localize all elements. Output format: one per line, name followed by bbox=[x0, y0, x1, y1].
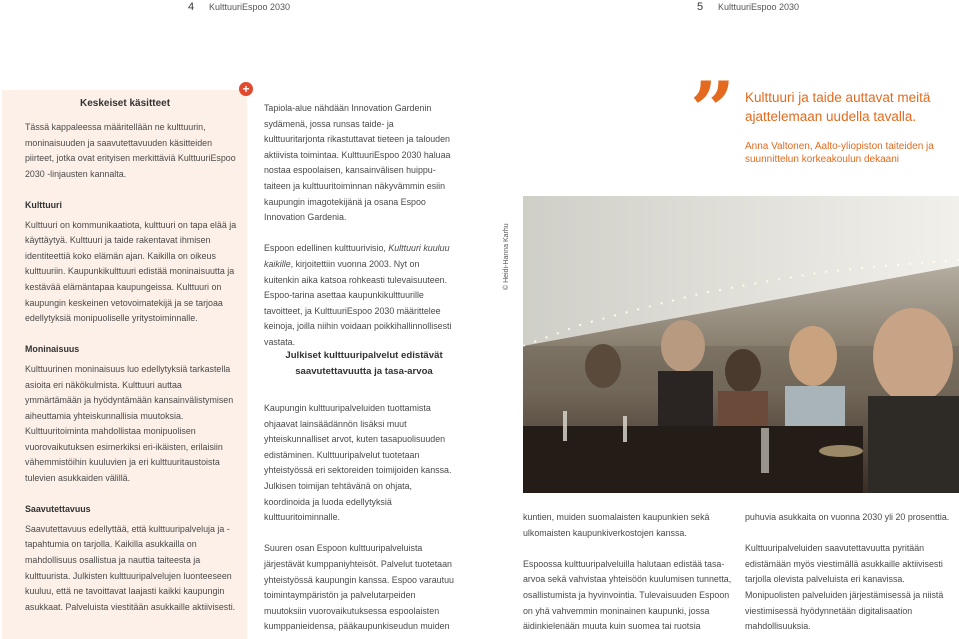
event-photo bbox=[523, 196, 959, 493]
middle-column-bottom bbox=[264, 401, 454, 635]
section-text-kulttuuri: Kulttuuri on kommunikaatiota, kulttuuri on tapa elää ja käyttäytyä. Kulttuuri ja taide rakentavat ihmisen identiteettiä koko elämän ajan. Kaikilla on oikeus kulttuuriin. Kaupunkikulttuuri edistää moninaisuutta ja kestävää elämäntapaa kaupungeissa. Kulttuuri on kaupungin keskeinen vetovoimatekijä ja se tarjoaa edellytyksiä monipuoliselle yritystoiminnalle. bbox=[25, 219, 237, 324]
para2-start: Espoon edellinen kulttuurivisio, bbox=[264, 243, 389, 254]
quote-mark-icon: ” bbox=[690, 65, 735, 156]
middle-paragraph-1: Tapiola-alue nähdään Innovation Gardenin sydämenä, jossa runsas taide- ja kulttuuritarjonta rikastuttavat tieteen ja talouden aktiivista toimintaa. KulttuuriEspoo 2030 haluaa nostaa espoolaisen, kansainvälisen huippu-taiteen ja kulttuuritoiminnan näkyvämmin esiin kaupungin imagotekijänä ja osana Espoo Innovation Gardenia. bbox=[264, 103, 451, 223]
section-heading-kulttuuri: Kulttuuri bbox=[25, 199, 62, 210]
para2-end: , kirjoitettiin vuonna 2003. Nyt on kuitenkin aika katsoa rohkeasti tulevaisuuteen. Espoo-tarina asettaa kaupunkikulttuurille tavoitteet, ja KulttuuriEspoo 2030 määrittelee keinoja, joilla niihin voidaan poikkihallinnollisesti vastata. bbox=[264, 258, 452, 347]
section-heading-moninaisuus: Moninaisuus bbox=[25, 344, 80, 355]
section-text-saavutettavuus: Saavutettavuus edellyttää, että kulttuuripalveluja ja -tapahtumia on tarjolla. Kaikilla asukkailla on mahdollisuus osallistua ja nauttia taiteesta ja kulttuurista. Julkisten kulttuuripalvelujen luonteeseen kuuluu, että ne tavoittavat laajasti kaikki kaupungin asukkaat. Palveluista viestitään asukkaille aktiivisesti. bbox=[25, 523, 236, 612]
right-col1-paragraph-2: Espoossa kulttuuripalveluilla halutaan edistää tasa-arvoa sekä vahvistaa yhteisöön kuulumisen tunnetta, osallistumista ja hyvinvointia. Tulevaisuuden Espoon on yhä vahvemmin moninainen kaupunki, jossa äidinkielenään muuta kuin suomea tai ruotsia bbox=[523, 558, 732, 632]
left-running-title: KulttuuriEspoo 2030 bbox=[209, 2, 291, 12]
photo-credit: © Heidi-Hanna Karhu bbox=[503, 223, 510, 290]
section-text-moninaisuus: Kulttuurinen moninaisuus luo edellytyksiä tarkastella asioita eri näkökulmista. Kulttuuri auttaa ymmärtämään ja hyödyntämään kansainvälistymisen aiheuttamia yhteiskunnallisia muutoksia. Kulttuuritoiminta mahdollistaa monipuolisen vuorovaikutuksen esimerkiksi eri-ikäisten, erilaisiin vähemmistöihin kuuluvien ja eri kulttuuritaustoista tulevien asukkaiden välillä. bbox=[25, 363, 234, 484]
middle-column-top bbox=[264, 101, 454, 351]
right-col2-paragraph-1: puhuvia asukkaita on vuonna 2030 yli 20 prosenttia. bbox=[745, 512, 950, 522]
sidebar-intro: Tässä kappaleessa määritellään ne kulttuurin, moninaisuuden ja saavutettavuuden käsitteiden piirteet, jotka ovat erityisen merkittäviä KulttuuriEspoo 2030 -linjausten kannalta. bbox=[25, 122, 236, 179]
quote-attribution: Anna Valtonen, Aalto-yliopiston taiteiden ja suunnittelun korkeakoulun dekaani bbox=[745, 141, 934, 165]
middle-paragraph-2 bbox=[264, 241, 454, 350]
sidebar-content bbox=[25, 120, 238, 615]
middle-paragraph-3: Kaupungin kulttuuripalveluiden tuottamista ohjaavat lainsäädännön lisäksi muut yhteiskunnalliset arvot, kuten tasapuolisuuden edistäminen. Kulttuuripalvelut tuotetaan yhteistyössä eri sektoreiden toimijoiden kanssa. Julkisen toimijan tehtävänä on ohjata, koordinoida ja luoda edellytyksiä kulttuuritoiminnalle. bbox=[264, 403, 452, 523]
right-column-2 bbox=[745, 510, 957, 635]
section-heading-saavutettavuus: Saavutettavuus bbox=[25, 504, 91, 515]
left-page-number: 4 bbox=[188, 1, 195, 13]
previous-vision-title: Kulttuuri kuuluu kaikille bbox=[264, 243, 450, 269]
right-col1-paragraph-1: kuntien, muiden suomalaisten kaupunkien sekä ulkomaisten kaupunkiverkostojen kanssa. bbox=[523, 512, 710, 538]
right-col2-paragraph-2: Kulttuuripalveluiden saavutettavuutta pyritään edistämään myös viestimällä asukkaille aktiivisesti tarjolla olevista palveluista eri kanavissa. Monipuolisten palveluiden järjestämisessä ja niistä viestimisessä hyödynnetään digitalisaation mahdollisuuksia. bbox=[745, 543, 944, 632]
right-column-1 bbox=[523, 510, 735, 635]
middle-paragraph-4: Suuren osan Espoon kulttuuripalveluista järjestävät kumppaniyhteisöt. Palvelut tuotetaan yhteistyössä kaupungin kanssa. Espoo varautuu toimintaympäristön ja palvelutarpeiden muutoksiin vuorovaikutuksessa espoolaisten kumppanieidensa, pääkaupunkiseudun muiden bbox=[264, 543, 454, 632]
right-running-title: KulttuuriEspoo 2030 bbox=[718, 2, 800, 12]
sidebar-title: Keskeiset käsitteet bbox=[80, 98, 171, 109]
pull-quote: Kulttuuri ja taide auttavat meitä ajattelemaan uudella tavalla. bbox=[745, 90, 931, 124]
right-page-number: 5 bbox=[697, 1, 704, 13]
plus-icon: + bbox=[239, 82, 253, 96]
middle-subheading: Julkiset kulttuuripalvelut edistävät saavutettavuutta ja tasa-arvoa bbox=[285, 350, 443, 377]
